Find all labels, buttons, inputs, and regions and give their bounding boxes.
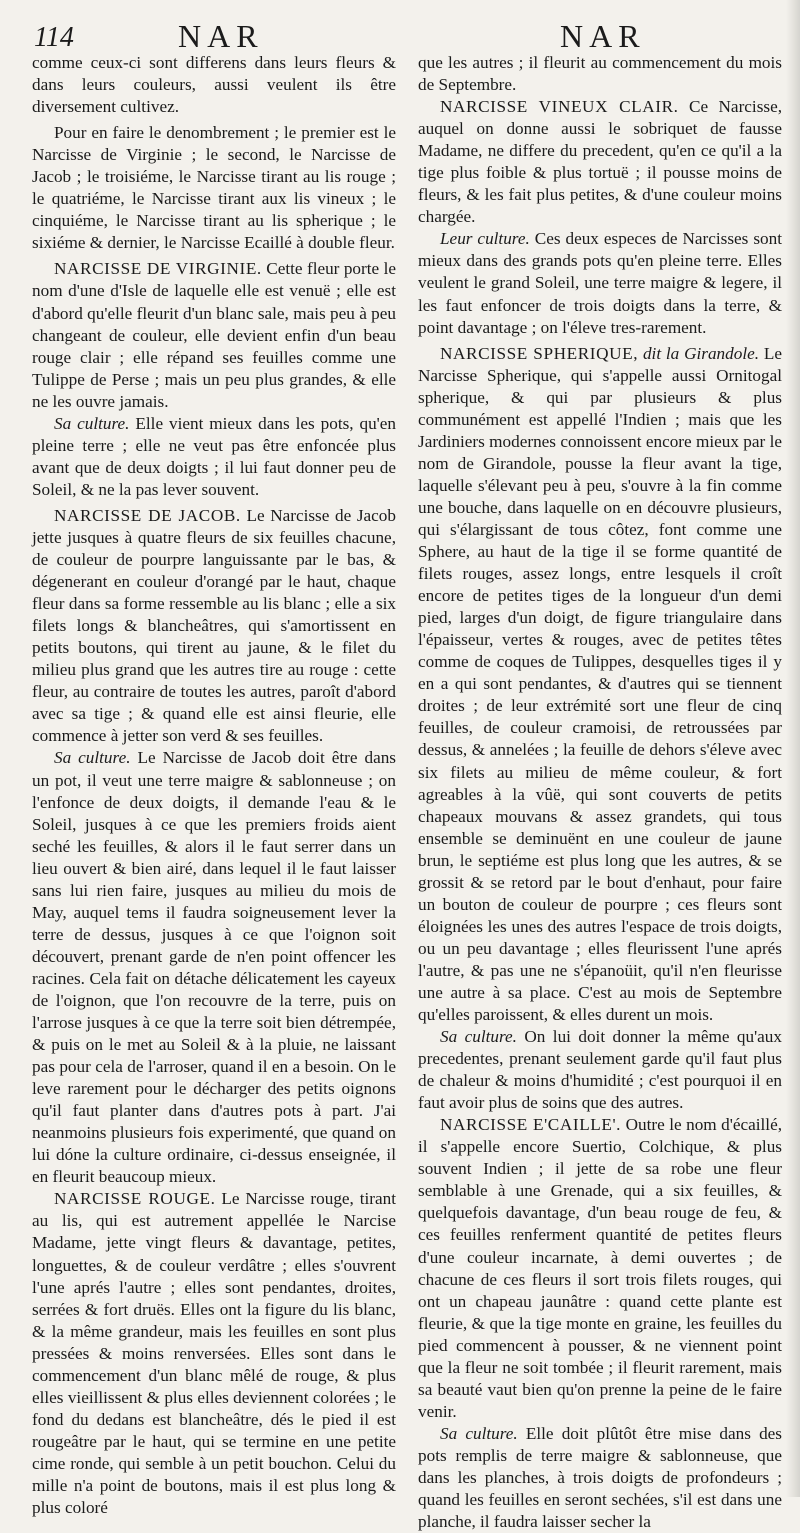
paragraph — [418, 343, 782, 1026]
paragraph — [32, 747, 396, 1188]
culture-heading: Sa culture. — [54, 413, 130, 433]
entry-text: Le Narcisse Spherique, qui s'appelle aussi Ornitogal spherique, & qui par plusieurs & plus communément est appellé l'Indien ; mais que les Jardiniers modernes connoissent encore mieux par le nom de Girandole, pousse la fleur avant la tige, laquelle s'élevant peu à peu, s'ouvre à la fin comme une bouche, dans laquelle on en découvre plusieurs, qui s'élargissant de tous côtez, font comme une Sphere, au haut de la tige il se forme quantité de filets rouges, assez longs, entre lesquels il croît encore de petites tiges de la longueur d'un demi pied, larges d'un doigt, de figure triangulaire dans l'épaisseur, vertes & rouges, avec de petites têtes comme de coques de Tulippes, desquelles tiges il y en a qui sont pendantes, & d'autres qui se tiennent droites ; de leur extrémité sort une fleur de cinq feuilles, de couleur cramoisi, de retroussées par dessus, & annelées ; la feuille de dehors s'éleve avec six filets au milieu de même couleur, & fort agreables à la vûë, qui sont couverts de petits chapeaux mouvans & assez grandets, qui tous ensemble se deminuënt en une couleur de jaune brun, le septiéme est plus long que les autres, & se grossit & se retord par le bout d'enhaut, pour faire un bouton de couleur de pourpre ; ces fleurs sont éloignées les unes des autres l'espace de trois doigts, ou un peu davantage ; elles fleurissent l'une aprés l'autre, & pas une ne s'épanoüit, qu'il n'en fleurisse une autre à sa place. C'est au mois de Septembre qu'elles paroissent, & elles durent un mois. — [418, 343, 782, 1025]
paragraph — [418, 228, 782, 338]
entry-text: Cette fleur porte le nom d'une d'Isle de laquelle elle est venuë ; elle est d'abord qu'elle fleurit d'un blanc sale, mais peu à peu changeant de couleur, elle devient enfin d'un beau rouge clair ; elle répand ses feuilles comme une Tulippe de Perse ; mais un peu plus grandes, & elle ne les ouvre jamais. — [32, 259, 396, 411]
entry-text: Ces deux especes de Narcisses sont mieux dans des grands pots qu'en pleine terre. Elles veulent le grand Soleil, une terre maigre & legere, il les faut enfoncer de trois doigts dans la terre, & point davantage ; on l'éleve tres-rarement. — [418, 229, 782, 337]
entry-text: On lui doit donner la même qu'aux precedentes, prenant seulement garde qu'il faut plus de chaleur & moins d'humidité ; c'est pourquoi il en faut avoir plus de soins que des autres. — [418, 1027, 782, 1113]
paragraph — [418, 1423, 782, 1533]
entry-heading: NARCISSE VINEUX CLAIR. — [440, 97, 679, 117]
entry-text: Ce Narcisse, auquel on donne aussi le sobriquet de fausse Madame, ne differe du precedent, qu'en ce qu'il a la tige plus foible & plus tortuë ; il pousse moins de fleurs, & les fait plus petites, & d'une couleur moins chargée. — [418, 97, 782, 227]
entry-heading: NARCISSE ROUGE. — [54, 1189, 216, 1209]
entry-text: Le Narcisse de Jacob doit être dans un pot, il veut une terre maigre & sablonneuse ; on l'enfonce de deux doigts, il demande l'eau & le Soleil, jusques à ce que les premiers froids aient seché les feuilles, & alors il le faut serrer dans un lieu ouvert & bien airé, dans lequel il le faut laisser sans lui rien faire, jusques au milieu du mois de May, auquel tems il faudra soigneusement lever la terre de dessus, jusques à ce que l'oignon soit découvert, prenant garde de n'en point offencer les racines. Cela fait on détache délicatement les cayeux de l'oignon, que l'on recouvre de la terre, puis on l'arrose jusques à ce que la terre soit bien détrempée, & puis on le met au Soleil & à la pluie, ne laissant pas pour cela de l'arroser, quand il en a besoin. On le leve rarement pour le décharger des petits oignons qu'il faut planter dans d'autres pots à part. J'ai neanmoins plusieurs fois experimenté, que quand on lui dóne la culture ordinaire, ci-dessus enseignée, il en fleurit beaucoup mieux. — [32, 748, 396, 1187]
paragraph: comme ceux-ci sont differens dans leurs fleurs & dans leurs couleurs, aussi veulent ils être diversement cultivez. — [32, 53, 396, 117]
paragraph — [418, 96, 782, 228]
paragraph: que les autres ; il fleurit au commencement du mois de Septembre. — [418, 53, 782, 95]
entry-text: Outre le nom d'écaillé, il s'appelle encore Suertio, Colchique, & plus souvent Indien ; il jette de sa robe une fleur semblable à une Grenade, qui a six feuilles, & quelquefois davantage, d'un beau rouge de feu, & ces feuilles renferment quantité de petites fleurs d'une couleur incarnate, à demi ouvertes ; de chacune de ces fleurs il sort trois filets rouges, qui ont un chapeau jaunâtre : quand cette plante est fleurie, & que la tige monte en graine, les feuilles du pied commencent à pousser, & ne viennent point que la fleur ne soit tombée ; il fleurit rarement, mais sa beauté vaut bien qu'on prenne la peine de le faire venir. — [418, 1115, 782, 1421]
page-edge-shadow — [786, 0, 800, 1497]
entry-heading: NARCISSE SPHERIQUE, — [440, 343, 639, 363]
paragraph — [32, 413, 396, 501]
culture-heading: Sa culture. — [440, 1423, 518, 1443]
entry-text: Le Narcisse de Jacob jette jusques à quatre fleurs de six feuilles chacune, de couleur de pourpre languissante par le bas, & dégenerant en couleur d'orangé par le haut, chaque fleur dans sa forme ressemble au lis blanc ; elle a six filets longs & blancheâtres, qui s'amortissent en petits boutons, qui tirent au jaune, & le filet du milieu plus grand que les autres tire au rouge : cette fleur, au contraire de toutes les autres, paroît d'abord avec sa tige ; & quand elle est ainsi fleurie, elle commence à jetter son verd & ses feuilles. — [32, 505, 396, 746]
entry-heading: NARCISSE DE VIRGINIE. — [54, 259, 262, 279]
paragraph — [32, 505, 396, 748]
culture-heading: Sa culture. — [440, 1027, 517, 1047]
entry-text: Elle vient mieux dans les pots, qu'en pleine terre ; elle ne veut pas être enfoncée plus avant que de deux doigts ; il lui faut donner peu de Soleil, & ne la pas lever souvent. — [32, 413, 397, 499]
right-column — [418, 52, 782, 1532]
entry-text: Le Narcisse rouge, tirant au lis, qui est autrement appellée le Narcise Madame, jette vingt fleurs & davantage, petites, longuettes, & de couleur verdâtre ; elles s'ouvrent l'une aprés l'autre ; elles sont pendantes, droites, serrées & fort druës. Elles ont la figure du lis blanc, & la même grandeur, mais les feuilles en sont plus pressées & moins renversées. Elles sont dans le commencement d'un blanc mêlé de rouge, & plus elles vieillissent & plus elles deviennent colorées ; le fond du dedans est blancheâtre, dés le pied il est rougeâtre par le haut, qui se termine en une petite cime ronde, qui semble à un petit bouchon. Celui du mille n'a point de boutons, mais il est plus long & plus coloré — [32, 1189, 396, 1518]
paragraph — [32, 258, 396, 412]
running-head-right: NAR — [560, 18, 646, 54]
paragraph — [418, 1026, 782, 1114]
paragraph — [32, 1188, 396, 1519]
culture-heading: Sa culture. — [54, 748, 131, 768]
entry-heading: NARCISSE E'CAILLE'. — [440, 1115, 622, 1135]
entry-text: Elle doit plûtôt être mise dans des pots remplis de terre maigre & sablonneuse, que dans les planches, à trois doigts de profondeurs ; quand les feuilles en seront sechées, s'il est dans une planche, il faudra laisser secher la — [418, 1423, 782, 1532]
entry-alias: dit la Girandole. — [638, 343, 760, 363]
running-head-left: NAR — [178, 18, 264, 54]
page-number: 114 — [34, 22, 74, 53]
entry-heading: NARCISSE DE JACOB. — [54, 505, 241, 525]
culture-heading: Leur culture. — [440, 229, 530, 249]
left-column — [32, 52, 397, 1518]
paragraph — [418, 1114, 782, 1423]
paragraph: Pour en faire le denombrement ; le premier est le Narcisse de Virginie ; le second, le Narcisse de Jacob ; le troisiéme, le Narcisse tirant au lis rouge ; le quatriéme, le Narcisse tirant aux lis vineux ; le cinquiéme, le Narcisse tirant au lis spherique ; le sixiéme & dernier, le Narcisse Ecaillé à double fleur. — [32, 123, 396, 253]
